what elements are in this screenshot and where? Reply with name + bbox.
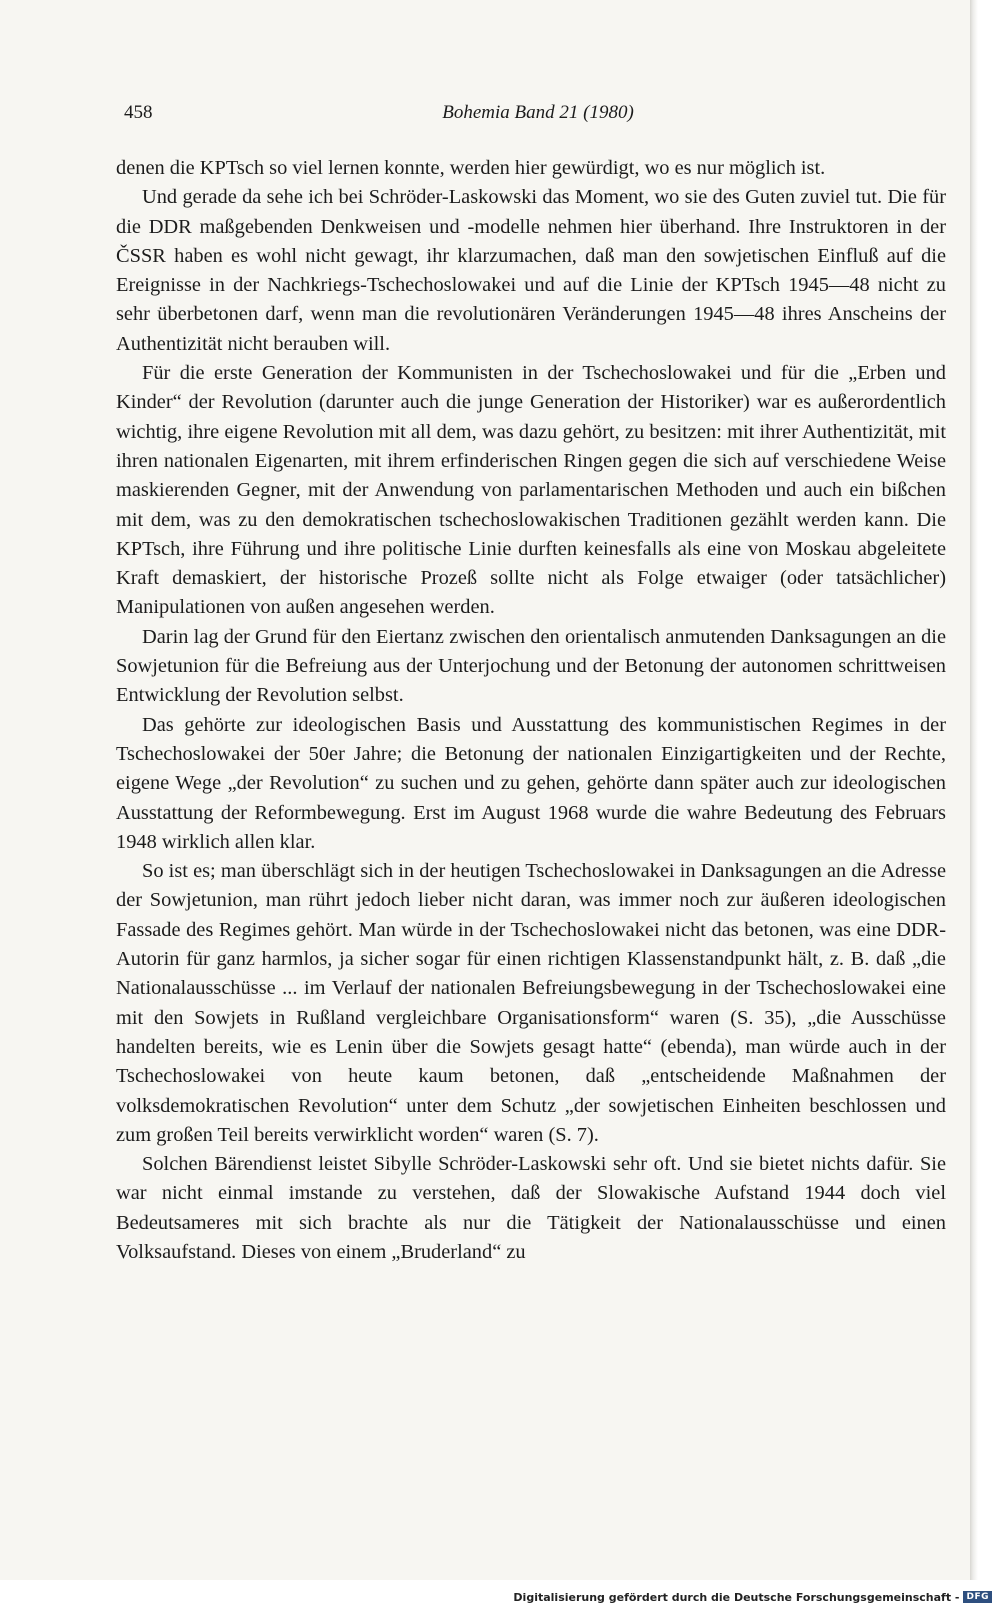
paragraph: Darin lag der Grund für den Eiertanz zwischen den orientalisch anmutenden Danksagungen an die Sowjetunion für die Befreiung aus der Unterjochung und der Betonung der autonomen schrittweisen Entwicklung der Revolution selbst. [116, 625, 946, 707]
page-header [124, 102, 952, 132]
footer-credit: Digitalisierung gefördert durch die Deutsche Forschungsgemeinschaft - [513, 1590, 960, 1604]
dfg-logo: DFG [963, 1591, 992, 1603]
body-text [116, 154, 946, 1267]
paragraph: Und gerade da sehe ich bei Schröder-Laskowski das Moment, wo sie des Guten zuviel tut. Die für die DDR maßgebenden Denkweisen und -modelle nehmen hier überhand. Ihre Instruktoren in der ČSSR haben es wohl nicht gewagt, ihr klarzumachen, daß man den sowjetischen Einfluß auf die Ereignisse in der Nachkriegs-Tschechoslowakei und auf die Linie der KPTsch 1945—48 nicht zu sehr überbetonen darf, wenn man die revolutionären Veränderungen 1945—48 ihres Anscheins der Authentizität nicht berauben will. [116, 186, 946, 355]
running-title: Bohemia Band 21 (1980) [442, 102, 634, 123]
paragraph: denen die KPTsch so viel lernen konnte, werden hier gewürdigt, wo es nur möglich ist. [116, 157, 826, 179]
digitization-footer [513, 1588, 992, 1606]
page-number: 458 [124, 102, 153, 123]
paragraph: Solchen Bärendienst leistet Sibylle Schröder-Laskowski sehr oft. Und sie bietet nichts dafür. Sie war nicht einmal imstande zu verstehen, daß der Slowakische Aufstand 1944 doch viel Bedeutsameres mit sich brachte als nur die Tätigkeit der Nationalausschüsse und einen Volksaufstand. Dieses von einem „Bruderland“ zu [116, 1153, 946, 1263]
paragraph: Für die erste Generation der Kommunisten in der Tschechoslowakei und für die „Erben und Kinder“ der Revolution (darunter auch die junge Generation der Historiker) war es außerordentlich wichtig, ihre eigene Revolution mit all dem, was dazu gehört, zu besitzen: mit ihrer Authentizität, mit ihren nationalen Eigenarten, mit ihrem erfinderischen Ringen gegen die sich auf verschiedene Weise maskierenden Gegner, mit der Anwendung von parlamentarischen Methoden und auch ein bißchen mit dem, was zu den demokratischen tschechoslowakischen Traditionen gezählt werden kann. Die KPTsch, ihre Führung und ihre politische Linie durften keinesfalls als eine von Moskau abgeleitete Kraft demaskiert, der historische Prozeß sollte nicht als Folge etwaiger (oder tatsächlicher) Manipulationen von außen angesehen werden. [116, 362, 946, 619]
paragraph: So ist es; man überschlägt sich in der heutigen Tschechoslowakei in Danksagungen an die Adresse der Sowjetunion, man rührt jedoch lieber nicht daran, was immer noch zur äußeren ideologischen Fassade des Regimes gehört. Man würde in der Tschechoslowakei nicht das betonen, was eine DDR-Autorin für ganz harmlos, ja sicher sogar für einen richtigen Klassenstandpunkt hält, z. B. daß „die Nationalausschüsse ... im Verlauf der nationalen Befreiungsbewegung in der Tschechoslowakei eine mit den Sowjets in Rußland vergleichbare Organisationsform“ waren (S. 35), „die Ausschüsse handelten bereits, wie es Lenin über die Sowjets gesagt hatte“ (ebenda), man würde auch in der Tschechoslowakei von heute kaum betonen, daß „entscheidende Maßnahmen der volksdemokratischen Revolution“ unter dem Schutz „der sowjetischen Einheiten beschlossen und zum großen Teil bereits verwirklicht worden“ waren (S. 7). [116, 860, 946, 1146]
paragraph: Das gehörte zur ideologischen Basis und Ausstattung des kommunistischen Regimes in der Tschechoslowakei der 50er Jahre; die Betonung der nationalen Einzigartigkeiten und der Rechte, eigene Wege „der Revolution“ zu suchen und zu gehen, gehörte dann später auch zur ideologischen Ausstattung der Reformbewegung. Erst im August 1968 wurde die wahre Bedeutung des Februars 1948 wirklich allen klar. [116, 713, 946, 853]
scan-margin [970, 0, 1000, 1580]
